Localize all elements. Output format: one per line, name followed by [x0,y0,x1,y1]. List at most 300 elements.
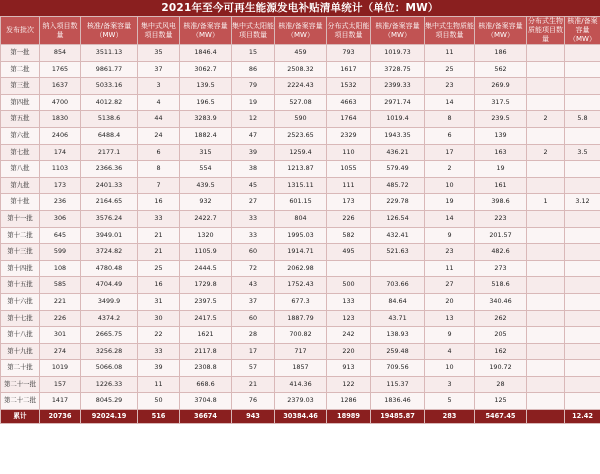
table-cell: 43 [232,277,275,294]
table-cell: 518.6 [475,277,527,294]
table-cell: 173 [327,194,371,211]
batch-cell: 第二批 [1,61,40,78]
table-cell: 1764 [327,111,371,128]
batch-cell: 第十三批 [1,244,40,261]
table-cell: 521.63 [371,244,425,261]
batch-cell: 第十六批 [1,293,40,310]
table-cell: 4 [138,94,180,111]
table-cell: 709.56 [371,360,425,377]
table-cell: 21 [232,376,275,393]
table-cell: 4780.48 [81,260,138,277]
table-cell: 1286 [327,393,371,410]
table-cell: 1995.03 [275,227,327,244]
batch-cell: 第十一批 [1,210,40,227]
table-cell: 2224.43 [275,78,327,95]
table-cell: 79 [232,78,275,95]
table-cell: 2329 [327,127,371,144]
table-cell: 4 [425,343,475,360]
table-cell: 25 [138,260,180,277]
table-cell: 11 [425,45,475,62]
table-cell [565,127,600,144]
table-cell: 1 [527,194,565,211]
table-body [1,45,600,410]
table-cell: 33 [138,210,180,227]
table-cell: 21 [138,244,180,261]
table-row [1,78,600,95]
header-row [1,17,600,45]
table-cell [527,78,565,95]
table-cell: 804 [275,210,327,227]
table-row [1,177,600,194]
table-cell: 439.5 [180,177,232,194]
column-header: 集中式风电项目数量 [138,17,180,45]
table-cell: 76 [232,393,275,410]
table-cell: 703.66 [371,277,425,294]
table-cell: 229.78 [371,194,425,211]
table-cell: 1857 [275,360,327,377]
table-cell: 44 [138,111,180,128]
table-cell: 16 [138,277,180,294]
table-row [1,260,600,277]
table-cell: 33 [232,227,275,244]
table-cell: 38 [232,161,275,178]
table-cell: 239.5 [475,111,527,128]
column-header: 核准/备案容量（MW） [81,17,138,45]
table-cell: 2417.5 [180,310,232,327]
table-cell: 57 [232,360,275,377]
batch-cell: 第五批 [1,111,40,128]
table-cell: 585 [40,277,81,294]
table-cell: 174 [40,144,81,161]
table-cell: 793 [327,45,371,62]
table-row [1,310,600,327]
table-cell: 854 [40,45,81,62]
table-cell [565,260,600,277]
table-cell: 157 [40,376,81,393]
table-cell [565,210,600,227]
table-cell: 9 [425,227,475,244]
table-cell: 33 [232,210,275,227]
table-cell: 1887.79 [275,310,327,327]
table-cell: 138.93 [371,327,425,344]
table-row [1,194,600,211]
table-cell: 17 [232,343,275,360]
table-row [1,293,600,310]
table-cell: 2397.5 [180,293,232,310]
table-cell [565,78,600,95]
table-cell [527,310,565,327]
table-cell: 317.5 [475,94,527,111]
table-cell: 4012.82 [81,94,138,111]
table-cell: 21 [138,227,180,244]
table-cell [565,393,600,410]
batch-cell: 第六批 [1,127,40,144]
table-cell: 3256.28 [81,343,138,360]
table-cell: 9 [425,327,475,344]
table-row [1,61,600,78]
total-cell: 516 [138,410,180,424]
table-cell: 111 [327,177,371,194]
table-cell: 1617 [327,61,371,78]
table-cell: 414.36 [275,376,327,393]
batch-cell: 第十八批 [1,327,40,344]
table-cell: 123 [327,310,371,327]
table-cell: 24 [138,127,180,144]
table-cell: 196.5 [180,94,232,111]
column-header: 分布式生物质能项目数量 [528,17,563,43]
table-cell [565,61,600,78]
table-cell: 2508.32 [275,61,327,78]
table-cell: 2422.7 [180,210,232,227]
table-cell: 23 [425,244,475,261]
table-cell: 5 [425,393,475,410]
table-cell: 47 [232,127,275,144]
table-cell: 2401.33 [81,177,138,194]
total-cell: 30384.46 [275,410,327,424]
column-header: 核准/备案容量（MW） [371,17,425,45]
table-cell: 599 [40,244,81,261]
table-row [1,210,600,227]
table-cell: 3 [138,78,180,95]
table-cell: 2444.5 [180,260,232,277]
batch-cell: 第十五批 [1,277,40,294]
table-cell: 4700 [40,94,81,111]
table-cell [527,45,565,62]
table-cell: 163 [475,144,527,161]
table-cell: 1417 [40,393,81,410]
table-cell [527,227,565,244]
table-cell: 201.57 [475,227,527,244]
column-header: 发布批次 [1,17,40,45]
column-header: 纳入项目数量 [40,17,81,45]
batch-cell: 第十四批 [1,260,40,277]
table-cell: 6488.4 [81,127,138,144]
table-cell: 3728.75 [371,61,425,78]
table-cell: 1213.87 [275,161,327,178]
table-cell: 2379.03 [275,393,327,410]
table-row [1,327,600,344]
table-cell: 315 [180,144,232,161]
table-cell: 11 [138,376,180,393]
total-cell: 5467.45 [475,410,527,424]
batch-cell: 第一批 [1,45,40,62]
table-cell: 16 [138,194,180,211]
table-cell: 301 [40,327,81,344]
table-cell: 259.48 [371,343,425,360]
batch-cell: 第二十二批 [1,393,40,410]
table-cell [527,244,565,261]
table-row [1,393,600,410]
table-cell [527,161,565,178]
table-row [1,343,600,360]
column-header: 核准/备案容量（MW） [565,17,600,45]
batch-cell: 第四批 [1,94,40,111]
table-cell: 45 [232,177,275,194]
total-cell: 36674 [180,410,232,424]
table-cell: 2308.8 [180,360,232,377]
page-title: 2021年至今可再生能源发电补贴清单统计（单位：MW） [0,0,600,16]
table-cell: 6 [138,144,180,161]
table-cell: 139.5 [180,78,232,95]
table-cell: 8 [138,161,180,178]
table-cell: 35 [138,45,180,62]
table-cell [527,376,565,393]
table-cell [565,94,600,111]
table-cell: 932 [180,194,232,211]
column-header: 核准/备案容量（MW） [475,17,527,45]
batch-cell: 第三批 [1,78,40,95]
table-cell: 28 [475,376,527,393]
table-cell: 226 [327,210,371,227]
table-cell: 2523.65 [275,127,327,144]
table-cell [527,177,565,194]
table-cell: 84.64 [371,293,425,310]
subsidy-table [0,16,600,424]
table-cell: 30 [138,310,180,327]
table-cell [527,61,565,78]
table-cell: 2665.75 [81,327,138,344]
table-cell [565,376,600,393]
table-cell: 1320 [180,227,232,244]
table-cell: 1019 [40,360,81,377]
table-cell: 5.8 [565,111,600,128]
table-cell: 601.15 [275,194,327,211]
table-cell: 4374.2 [81,310,138,327]
table-cell [565,227,600,244]
table-cell: 3576.24 [81,210,138,227]
table-cell: 582 [327,227,371,244]
table-cell: 4704.49 [81,277,138,294]
table-cell: 11 [425,260,475,277]
table-row [1,161,600,178]
table-cell: 1752.43 [275,277,327,294]
table-cell [527,360,565,377]
table-cell: 1532 [327,78,371,95]
table-cell: 60 [232,310,275,327]
table-cell: 221 [40,293,81,310]
total-row [1,410,600,424]
table-cell: 2 [425,161,475,178]
table-cell: 5066.08 [81,360,138,377]
table-cell: 2062.98 [275,260,327,277]
total-cell: 19485.87 [371,410,425,424]
table-cell: 12 [232,111,275,128]
batch-cell: 第二十批 [1,360,40,377]
total-cell [527,410,565,424]
table-cell: 31 [138,293,180,310]
table-cell: 133 [327,293,371,310]
table-cell: 527.08 [275,94,327,111]
table-cell [527,260,565,277]
table-cell: 19 [475,161,527,178]
batch-cell: 第八批 [1,161,40,178]
table-cell: 242 [327,327,371,344]
table-cell: 161 [475,177,527,194]
table-cell: 37 [138,61,180,78]
table-cell: 205 [475,327,527,344]
table-cell: 8 [425,111,475,128]
table-cell: 1836.46 [371,393,425,410]
table-cell: 39 [138,360,180,377]
table-cell: 14 [425,94,475,111]
table-row [1,277,600,294]
table-cell: 677.3 [275,293,327,310]
table-cell: 72 [232,260,275,277]
total-cell: 283 [425,410,475,424]
table-cell [527,393,565,410]
total-cell: 943 [232,410,275,424]
table-cell: 2164.65 [81,194,138,211]
table-cell: 2366.36 [81,161,138,178]
table-cell: 306 [40,210,81,227]
table-row [1,94,600,111]
table-cell: 19 [232,94,275,111]
batch-cell: 第二十一批 [1,376,40,393]
table-cell: 269.9 [475,78,527,95]
table-cell: 8045.29 [81,393,138,410]
table-cell: 495 [327,244,371,261]
table-cell: 6 [425,127,475,144]
table-cell [565,277,600,294]
table-cell: 590 [275,111,327,128]
table-cell: 432.41 [371,227,425,244]
column-header: 核准/备案容量（MW） [180,17,232,45]
table-cell: 500 [327,277,371,294]
total-label: 累计 [1,410,40,424]
total-cell: 20736 [40,410,81,424]
table-cell: 162 [475,343,527,360]
table-cell [527,293,565,310]
table-cell: 122 [327,376,371,393]
table-cell: 186 [475,45,527,62]
table-cell: 7 [138,177,180,194]
table-cell: 3511.13 [81,45,138,62]
table-cell: 3.12 [565,194,600,211]
table-cell [565,244,600,261]
column-header: 分布式太阳能项目数量 [327,17,371,45]
table-cell: 86 [232,61,275,78]
table-cell: 3949.01 [81,227,138,244]
table-cell: 2177.1 [81,144,138,161]
table-cell: 4663 [327,94,371,111]
table-cell: 1765 [40,61,81,78]
batch-cell: 第十二批 [1,227,40,244]
table-cell: 1259.4 [275,144,327,161]
column-header: 核准/备案容量（MW） [275,17,327,45]
batch-cell: 第九批 [1,177,40,194]
table-cell [527,343,565,360]
table-row [1,111,600,128]
table-cell: 173 [40,177,81,194]
table-cell: 2406 [40,127,81,144]
table-cell [327,260,371,277]
table-row [1,144,600,161]
table-cell [527,327,565,344]
table-cell: 3 [425,376,475,393]
table-cell: 126.54 [371,210,425,227]
table-row [1,45,600,62]
table-row [1,127,600,144]
table-cell: 2 [527,144,565,161]
table-cell: 5138.6 [81,111,138,128]
table-cell: 700.82 [275,327,327,344]
table-cell: 17 [425,144,475,161]
table-cell: 1914.71 [275,244,327,261]
table-cell: 3724.82 [81,244,138,261]
table-cell [527,94,565,111]
table-cell: 28 [232,327,275,344]
table-cell: 2117.8 [180,343,232,360]
table-cell: 1315.11 [275,177,327,194]
table-cell: 1846.4 [180,45,232,62]
table-cell: 913 [327,360,371,377]
table-cell: 33 [138,343,180,360]
table-cell [527,277,565,294]
table-cell [565,327,600,344]
table-cell: 1637 [40,78,81,95]
batch-cell: 第七批 [1,144,40,161]
table-cell: 220 [327,343,371,360]
table-cell: 125 [475,393,527,410]
table-cell: 43.71 [371,310,425,327]
table-cell: 226 [40,310,81,327]
table-cell: 110 [327,144,371,161]
table-cell: 115.37 [371,376,425,393]
table-cell: 22 [138,327,180,344]
table-cell [371,260,425,277]
batch-cell: 第十九批 [1,343,40,360]
table-cell [565,161,600,178]
table-cell: 436.21 [371,144,425,161]
table-cell: 23 [425,78,475,95]
table-cell: 459 [275,45,327,62]
table-cell [565,177,600,194]
table-cell: 39 [232,144,275,161]
table-cell: 2 [527,111,565,128]
table-cell [565,360,600,377]
table-cell: 1019.73 [371,45,425,62]
table-cell: 15 [232,45,275,62]
table-cell: 2399.33 [371,78,425,95]
table-cell: 27 [425,277,475,294]
table-cell: 1729.8 [180,277,232,294]
table-cell: 50 [138,393,180,410]
table-cell: 3062.7 [180,61,232,78]
total-cell: 12.42 [565,410,600,424]
table-cell: 37 [232,293,275,310]
batch-cell: 第十批 [1,194,40,211]
table-cell [565,45,600,62]
table-cell: 13 [425,310,475,327]
table-row [1,244,600,261]
table-cell [565,293,600,310]
table-cell: 398.6 [475,194,527,211]
table-cell: 1830 [40,111,81,128]
table-cell: 485.72 [371,177,425,194]
table-cell: 554 [180,161,232,178]
table-cell: 10 [425,177,475,194]
table-cell: 25 [425,61,475,78]
table-cell: 5033.16 [81,78,138,95]
table-cell: 1019.4 [371,111,425,128]
table-cell: 482.6 [475,244,527,261]
table-cell: 60 [232,244,275,261]
table-cell [565,310,600,327]
table-cell: 274 [40,343,81,360]
total-cell: 92024.19 [81,410,138,424]
table-cell: 1105.9 [180,244,232,261]
table-cell: 10 [425,360,475,377]
